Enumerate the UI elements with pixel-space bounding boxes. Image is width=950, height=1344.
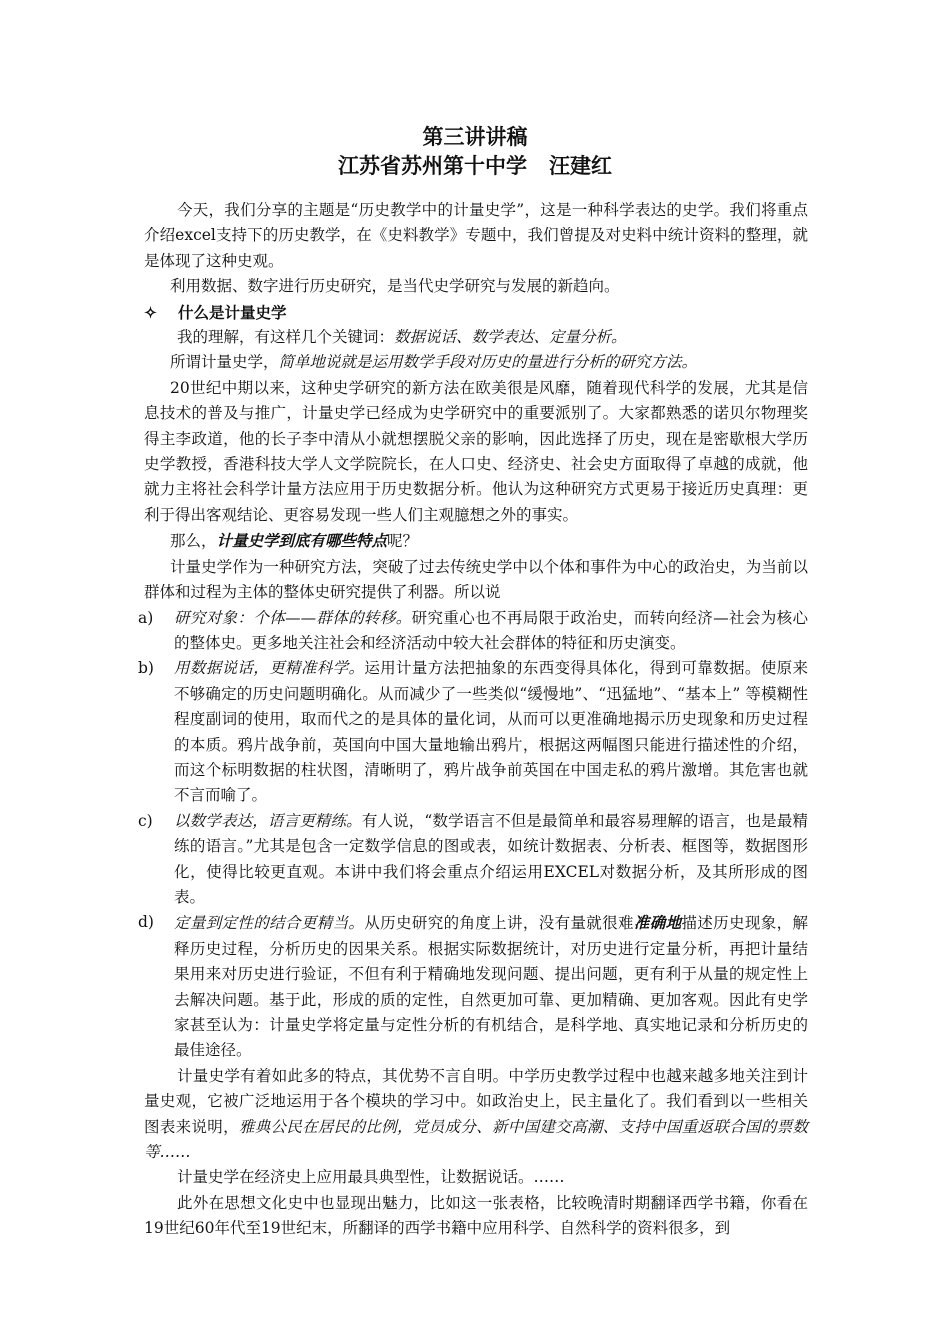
paragraph-culture: 此外在思想文化史中也显现出魅力，比如这一张表格，比较晚清时期翻译西学书籍，你看在19世纪60年代至19世纪末，所翻译的西学书籍中应用科学、自然科学的资料很多，到 bbox=[144, 1193, 808, 1238]
page-title: 第三讲讲稿 bbox=[422, 124, 528, 149]
diamond-bullet-icon: ✧ bbox=[144, 302, 157, 322]
list-item-a: a) 研究对象：个体——群体的转移。研究重心也不再局限于政治史，而转向经济—社会为核心的整体史。更多地关注社会和经济活动中较大社会群体的特征和历史演变。 bbox=[138, 608, 808, 652]
paragraph-intro: 今天，我们分享的主题是“历史教学中的计量史学”，这是一种科学表达的史学。我们将重点介绍excel支持下的历史教学，在《史料教学》专题中，我们曾提及对史料中统计资料的整理，就是体现了这种史观。 bbox=[144, 201, 808, 270]
paragraph-method: 计量史学作为一种研究方法，突破了过去传统史学中以个体和事件为中心的政治史，为当前以群体和过程为主体的整体史研究提供了利器。所以说 bbox=[144, 557, 808, 602]
list-item-b: b) 用数据说话，更精准科学。运用计量方法把抽象的东西变得具体化，得到可靠数据。使原来不够确定的历史问题明确化。从而减少了一些类似“缓慢地”、“迅猛地”、“基本上” 等模糊性程度副词的使用，取而代之的是具体的量化词，从而可以更准确地揭示历史现象和历史过程的本质。鸦片战争前，英国向中国大量地输出鸦片，根据这两幅图只能进行描述性的介绍，而这个标明数据的柱状图，清晰明了，鸦片战争前英国在中国走私的鸦片激增。其危害也就不言而喻了。 bbox=[138, 659, 808, 805]
paragraph-question: 那么，计量史学到底有哪些特点呢？ bbox=[170, 531, 419, 551]
section-heading-text: 什么是计量史学 bbox=[178, 302, 287, 322]
section-heading bbox=[144, 300, 808, 325]
paragraph-definition: 所谓计量史学，简单地说就是运用数学手段对历史的量进行分析的研究方法。 bbox=[170, 353, 698, 372]
paragraph-advantage: 计量史学有着如此多的特点，其优势不言自明。中学历史教学过程中也越来越多地关注到计量史观，它被广泛地运用于各个模块的学习中。如政治史上，民主量化了。我们看到以一些相关图表来说明，雅典公民在居民的比例，党员成分、新中国建交高潮、支持中国重返联合国的票数等…… bbox=[144, 1066, 808, 1162]
author-name: 汪建红 bbox=[549, 153, 612, 178]
title-block bbox=[0, 122, 950, 180]
list-item-d: d) 定量到定性的结合更精当。从历史研究的角度上讲，没有量就很难准确地描述历史现象，解释历史过程，分析历史的因果关系。根据实际数据统计，对历史进行定量分析，再把计量结果用来对历史进行验证，不但有利于精确地发现问题、提出问题，更有利于从量的规定性上去解决问题。基于此，形成的质的定性，自然更加可靠、更加精确、更加客观。因此有史学家甚至认为：计量史学将定量与定性分析的有机结合，是科学地、真实地记录和分析历史的最佳途径。 bbox=[138, 913, 808, 1060]
paragraph-keywords: 我的理解，有这样几个关键词：数据说话、数学表达、定量分析。 bbox=[177, 328, 627, 347]
page-subtitle bbox=[0, 151, 950, 180]
list-item-c: c) 以数学表达，语言更精练。有人说，“数学语言不但是最简单和最容易理解的语言，也是最精练的语言。”尤其是包含一定数学信息的图或表，如统计数据表、分析表、框图等，数据图形化，使得比较更直观。本讲中我们将会重点介绍运用EXCEL对数据分析，及其所形成的图表。 bbox=[138, 811, 808, 906]
paragraph-trend: 利用数据、数字进行历史研究，是当代史学研究与发展的新趋向。 bbox=[170, 277, 620, 296]
document-body bbox=[138, 198, 808, 1242]
school-name: 江苏省苏州第十中学 bbox=[338, 153, 527, 178]
paragraph-economy: 计量史学在经济史上应用最具典型性，让数据说话。…… bbox=[177, 1168, 565, 1187]
paragraph-history: 20世纪中期以来，这种史学研究的新方法在欧美很是风靡，随着现代科学的发展，尤其是信息技术的普及与推广，计量史学已经成为史学研究中的重要派别了。大家都熟悉的诺贝尔物理奖得主李政道，他的长子李中清从小就想摆脱父亲的影响，因此选择了历史，现在是密歇根大学历史学教授，香港科技大学人文学院院长，在人口史、经济史、社会史方面取得了卓越的成就，他就力主将社会科学计量方法应用于历史数据分析。他认为这种研究方式更易于接近历史真理：更利于得出客观结论、更容易发现一些人们主观臆想之外的事实。 bbox=[144, 378, 808, 524]
